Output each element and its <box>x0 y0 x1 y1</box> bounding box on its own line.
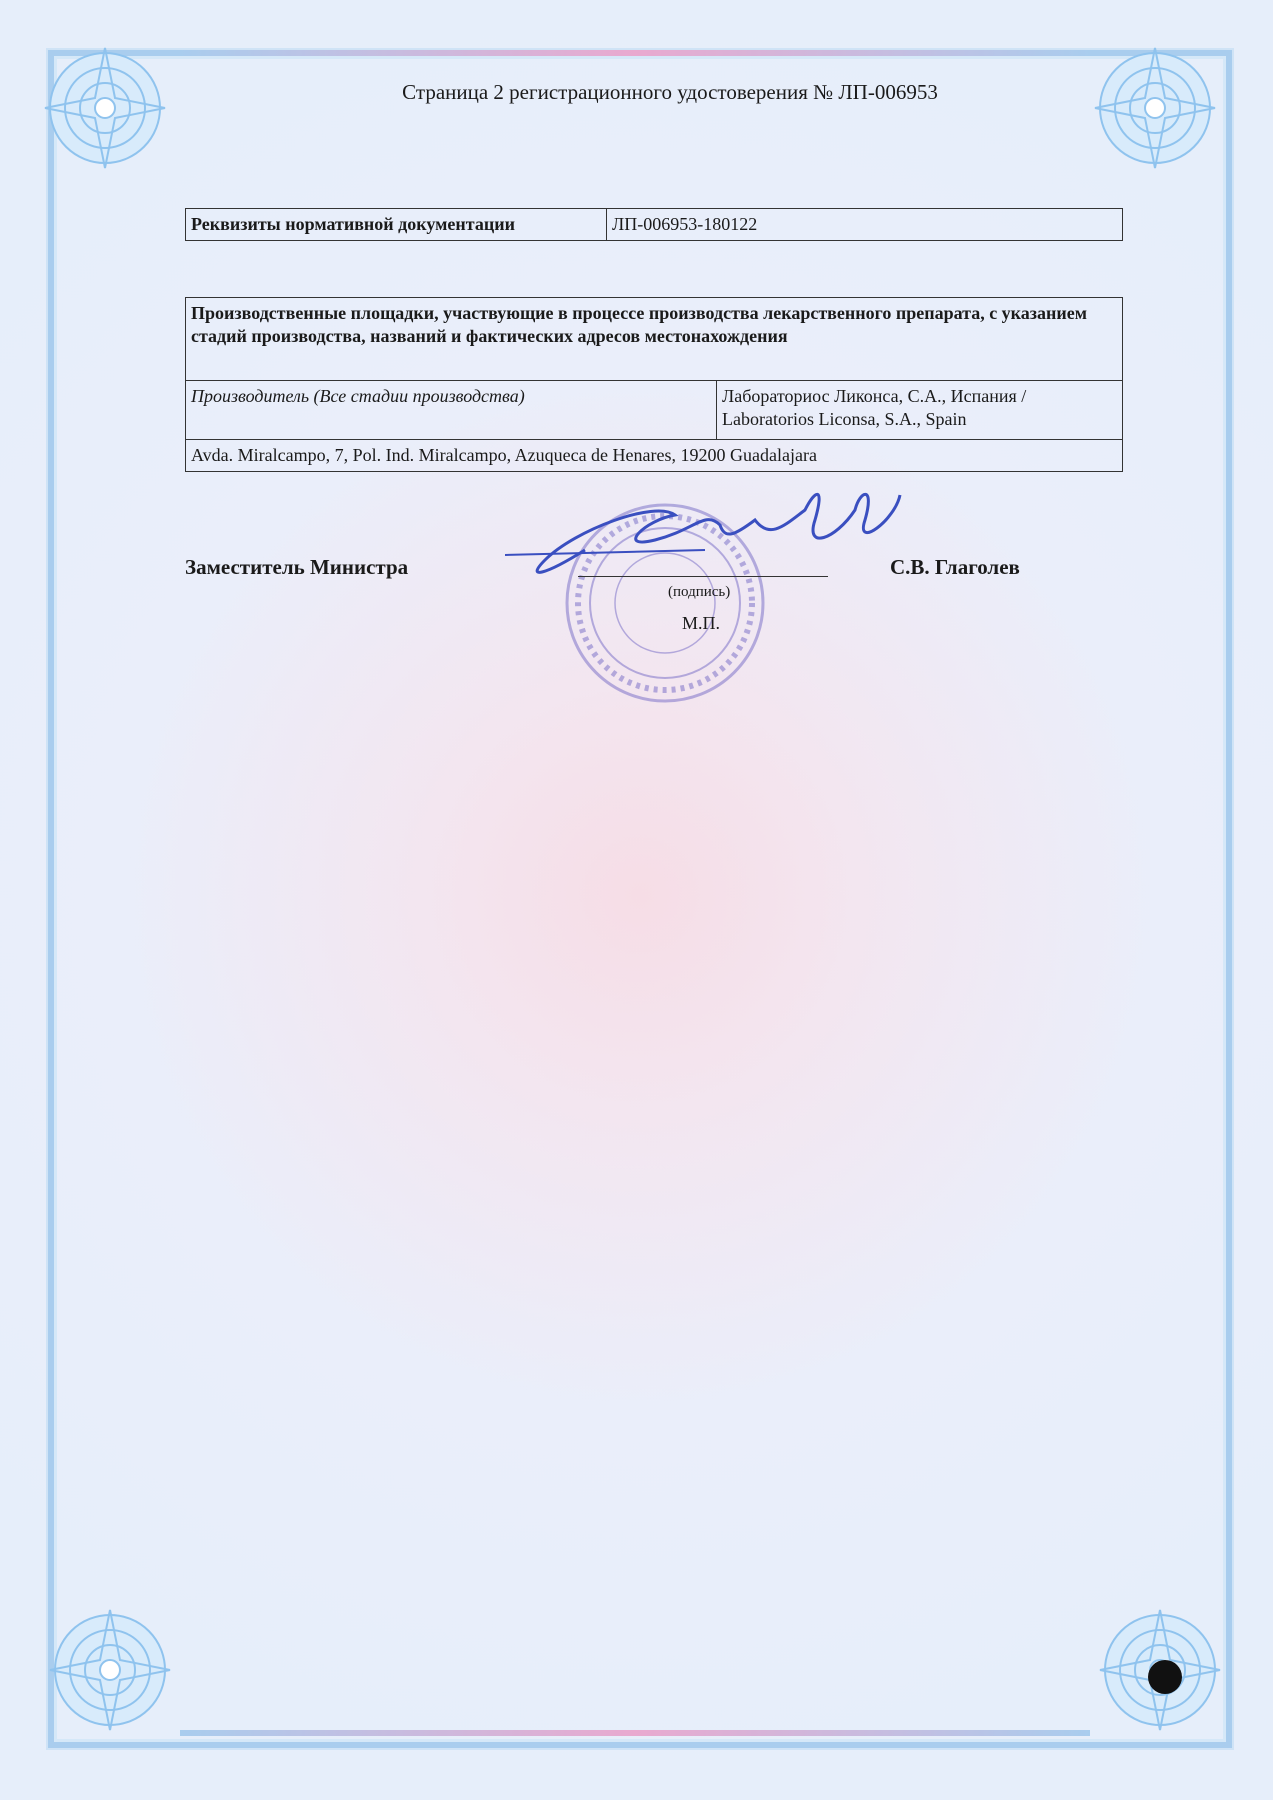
manufacturer-name <box>717 381 1123 440</box>
manufacturer-role: Производитель (Все стадии производства) <box>186 381 717 440</box>
manufacturer-name-ru: Лабораториос Ликонса, С.А., Испания / <box>722 386 1027 406</box>
manufacturer-address: Avda. Miralcampo, 7, Pol. Ind. Miralcampo, Azuqueca de Henares, 19200 Guadalajara <box>186 440 1123 472</box>
corner-rosette-icon <box>40 1600 180 1740</box>
normative-doc-value: ЛП-006953-180122 <box>607 209 1123 241</box>
normative-doc-label: Реквизиты нормативной документации <box>186 209 607 241</box>
corner-rosette-icon <box>1085 38 1225 178</box>
production-sites-table <box>185 297 1123 472</box>
punch-hole-mark <box>1148 1660 1182 1694</box>
signer-name: С.В. Глаголев <box>890 555 1020 579</box>
production-sites-heading: Производственные площадки, участвующие в процессе производства лекарственного препарата, с указанием стадий производства, названий и фактических адресов местонахождения <box>186 298 1123 381</box>
page-title: Страница 2 регистрационного удостоверения № ЛП-006953 <box>402 80 938 104</box>
signature-caption: (подпись) <box>668 584 731 600</box>
seal-caption: М.П. <box>682 613 721 633</box>
border-accent-bottom <box>180 1730 1090 1736</box>
corner-rosette-icon <box>35 38 175 178</box>
signer-position: Заместитель Министра <box>185 555 409 579</box>
normative-doc-table <box>185 208 1123 241</box>
signature-line <box>578 576 828 577</box>
manufacturer-name-en: Laboratorios Liconsa, S.A., Spain <box>722 409 967 430</box>
border-accent-top <box>180 50 1090 56</box>
